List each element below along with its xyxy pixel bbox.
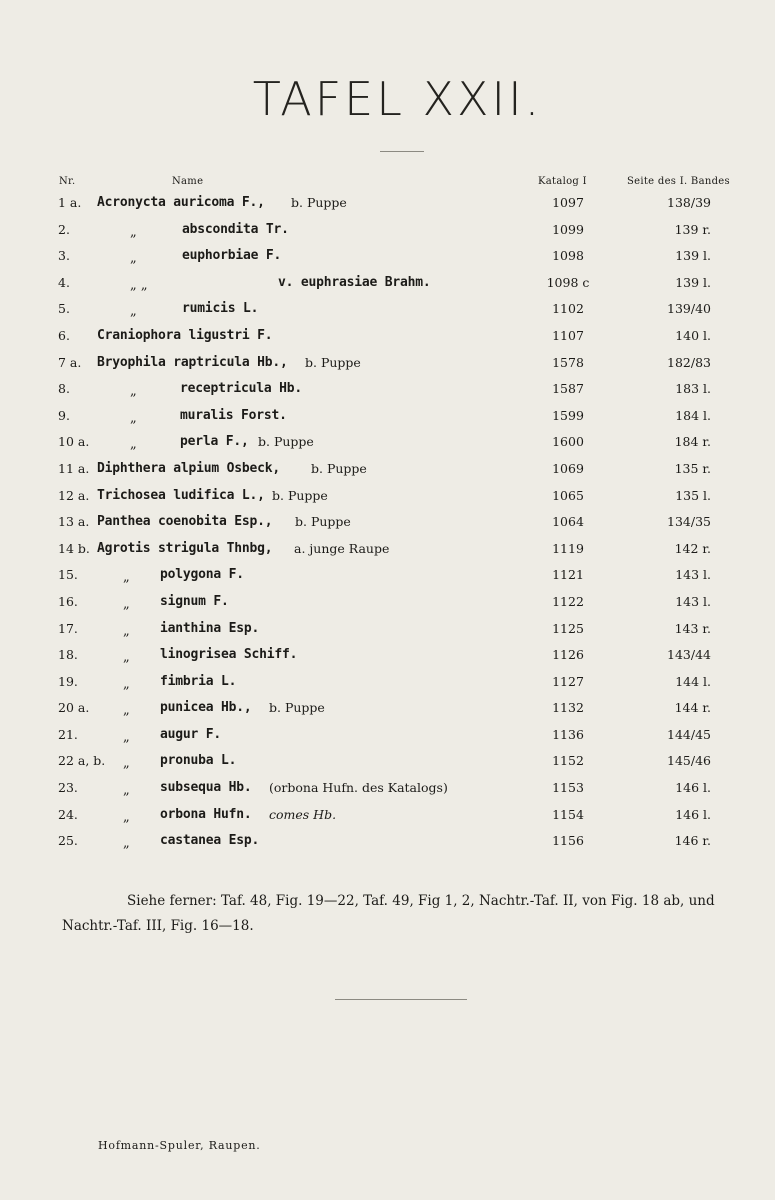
row-number: 20 a. (58, 700, 90, 716)
table-row (0, 776, 775, 803)
page-reference: 140 l. (675, 327, 711, 343)
table-row (0, 351, 775, 378)
table-row (0, 510, 775, 537)
table-row (0, 829, 775, 856)
katalog-number: 1122 (552, 593, 584, 609)
table-row (0, 723, 775, 750)
row-number: 12 a. (58, 487, 90, 503)
row-number: 15. (58, 567, 78, 583)
header-seite: Seite des I. Bandes (627, 176, 730, 187)
katalog-number: 1107 (552, 327, 584, 343)
page-reference: 135 l. (675, 487, 711, 503)
species-name: signum F. (160, 593, 229, 609)
species-remark: b. Puppe (291, 195, 347, 210)
katalog-number: 1152 (552, 753, 584, 769)
row-number: 4. (58, 274, 70, 290)
species-name: punicea Hb., (160, 700, 252, 716)
page-reference: 143 l. (675, 567, 711, 583)
row-number: 11 a. (58, 460, 90, 476)
ditto-mark: „ (123, 650, 130, 666)
katalog-number: 1064 (552, 514, 584, 530)
ditto-mark: „ (123, 703, 130, 719)
page-reference: 143 r. (674, 620, 711, 636)
katalog-number: 1119 (552, 540, 584, 556)
header-nr: Nr. (59, 176, 76, 187)
footer-credit: Hofmann-Spuler, Raupen. (98, 1139, 261, 1152)
ditto-mark: „ (130, 251, 137, 267)
katalog-number: 1156 (552, 833, 584, 849)
page-reference: 139/40 (667, 301, 711, 317)
ditto-mark: „ (130, 384, 137, 400)
katalog-number: 1065 (552, 487, 584, 503)
species-remark: b. Puppe (305, 354, 361, 370)
species-remark: b. Puppe (258, 434, 314, 450)
ditto-mark: „ (130, 410, 137, 426)
page-reference: 184 r. (674, 434, 711, 450)
row-number: 24. (58, 806, 78, 822)
page-reference: 139 r. (674, 221, 711, 237)
row-number: 19. (58, 673, 78, 689)
page-reference: 139 l. (675, 248, 711, 264)
table-row (0, 670, 775, 697)
ditto-mark: „ (123, 809, 130, 825)
katalog-number: 1132 (552, 700, 584, 716)
table-row (0, 377, 775, 404)
ditto-mark: „ (123, 596, 130, 612)
species-name: subsequa Hb. (160, 780, 252, 796)
table-row (0, 537, 775, 564)
species-name: euphorbiae F. (182, 248, 282, 264)
row-number: 7 a. (58, 354, 82, 370)
table-row (0, 244, 775, 271)
plate-title: TAFEL XXII. (252, 72, 543, 126)
page-reference: 143/44 (667, 647, 711, 663)
table-row (0, 218, 775, 245)
species-remark: b. Puppe (295, 514, 351, 530)
species-name: muralis Forst. (180, 407, 287, 423)
katalog-number: 1099 (552, 221, 584, 237)
bottom-divider (335, 999, 467, 1000)
page-reference: 144 l. (675, 673, 711, 689)
table-row (0, 617, 775, 644)
ditto-mark: „ (130, 304, 137, 320)
species-remark: b. Puppe (272, 487, 328, 503)
ditto-mark: „ (123, 676, 130, 692)
species-remark: comes Hb. (269, 806, 337, 822)
katalog-number: 1069 (552, 460, 584, 476)
page-reference: 182/83 (667, 354, 711, 370)
species-name: v. euphrasiae Brahm. (278, 274, 431, 290)
species-name: linogrisea Schiff. (160, 647, 298, 663)
page-reference: 146 l. (675, 806, 711, 822)
page-reference: 183 l. (675, 381, 711, 397)
page-reference: 142 r. (674, 540, 711, 556)
katalog-number: 1587 (552, 381, 584, 397)
page-reference: 144 r. (674, 700, 711, 716)
species-remark: b. Puppe (269, 700, 325, 716)
table-row (0, 696, 775, 723)
see-also-note: Siehe ferner: Taf. 48, Fig. 19—22, Taf. 49, Fig 1, 2, Nachtr.-Taf. II, von Fig. 18 ab, und Nachtr.-Taf. III, Fig. 16—18. (62, 893, 715, 934)
katalog-number: 1098 (552, 248, 584, 264)
katalog-number: 1125 (552, 620, 584, 636)
species-name: abscondita Tr. (182, 221, 289, 237)
species-name: pronuba L. (160, 753, 237, 769)
species-remark: a. junge Raupe (294, 540, 390, 556)
ditto-mark: „ „ (130, 277, 148, 293)
species-name: ianthina Esp. (160, 620, 260, 636)
species-name: polygona F. (160, 567, 244, 583)
page-reference: 134/35 (667, 514, 711, 530)
species-table (0, 191, 775, 856)
row-number: 16. (58, 593, 78, 609)
katalog-number: 1153 (552, 780, 584, 796)
row-number: 3. (58, 248, 70, 264)
ditto-mark: „ (130, 437, 137, 453)
katalog-number: 1599 (552, 407, 584, 423)
page-reference: 146 l. (675, 780, 711, 796)
species-name: Trichosea ludifica L., (97, 487, 265, 503)
katalog-number: 1154 (552, 806, 584, 822)
table-row (0, 563, 775, 590)
header-name: Name (172, 176, 204, 187)
ditto-mark: „ (123, 836, 130, 852)
row-number: 25. (58, 833, 78, 849)
table-row (0, 803, 775, 830)
page-reference: 146 r. (674, 833, 711, 849)
ditto-mark: „ (123, 623, 130, 639)
katalog-number: 1136 (552, 726, 584, 742)
katalog-number: 1600 (552, 434, 584, 450)
row-number: 2. (58, 221, 70, 237)
species-name: Acronycta auricoma F., (97, 195, 265, 210)
katalog-number: 1097 (552, 195, 584, 210)
species-name: Craniophora ligustri F. (97, 327, 273, 343)
katalog-number: 1121 (552, 567, 584, 583)
katalog-number: 1102 (552, 301, 584, 317)
row-number: 8. (58, 381, 70, 397)
page-reference: 145/46 (667, 753, 711, 769)
table-row (0, 297, 775, 324)
row-number: 17. (58, 620, 78, 636)
species-name: Panthea coenobita Esp., (97, 514, 273, 530)
species-name: rumicis L. (182, 301, 259, 317)
species-name: orbona Hufn. (160, 806, 252, 822)
species-name: augur F. (160, 726, 222, 742)
page-reference: 143 l. (675, 593, 711, 609)
species-remark: b. Puppe (311, 460, 367, 476)
species-name: perla F., (180, 434, 249, 450)
table-row (0, 191, 775, 218)
row-number: 18. (58, 647, 78, 663)
ditto-mark: „ (123, 570, 130, 586)
page-reference: 184 l. (675, 407, 711, 423)
ditto-mark: „ (123, 756, 130, 772)
ditto-mark: „ (130, 224, 137, 240)
species-name: castanea Esp. (160, 833, 260, 849)
row-number: 22 a, b. (58, 753, 106, 769)
table-row (0, 749, 775, 776)
katalog-number: 1098 c (546, 274, 590, 290)
species-name: receptricula Hb. (180, 381, 303, 397)
page-reference: 138/39 (667, 195, 711, 210)
species-name: Bryophila raptricula Hb., (97, 354, 288, 370)
species-name: Agrotis strigula Thnbg, (97, 540, 273, 556)
table-row (0, 457, 775, 484)
row-number: 9. (58, 407, 70, 423)
row-number: 13 a. (58, 514, 90, 530)
table-row (0, 271, 775, 298)
page-reference: 135 r. (674, 460, 711, 476)
title-divider (380, 151, 424, 152)
row-number: 14 b. (58, 540, 90, 556)
table-row (0, 484, 775, 511)
katalog-number: 1127 (552, 673, 584, 689)
page-reference: 139 l. (675, 274, 711, 290)
ditto-mark: „ (123, 783, 130, 799)
table-row (0, 430, 775, 457)
row-number: 6. (58, 327, 70, 343)
ditto-mark: „ (123, 729, 130, 745)
table-row (0, 643, 775, 670)
species-name: Diphthera alpium Osbeck, (97, 460, 281, 476)
row-number: 21. (58, 726, 78, 742)
species-name: fimbria L. (160, 673, 237, 689)
katalog-number: 1126 (552, 647, 584, 663)
page-reference: 144/45 (667, 726, 711, 742)
row-number: 5. (58, 301, 70, 317)
row-number: 23. (58, 780, 78, 796)
header-katalog: Katalog I (538, 176, 587, 187)
table-row (0, 404, 775, 431)
katalog-number: 1578 (552, 354, 584, 370)
table-row (0, 324, 775, 351)
row-number: 10 a. (58, 434, 90, 450)
row-number: 1 a. (58, 195, 82, 210)
table-row (0, 590, 775, 617)
species-remark: (orbona Hufn. des Katalogs) (269, 780, 448, 796)
